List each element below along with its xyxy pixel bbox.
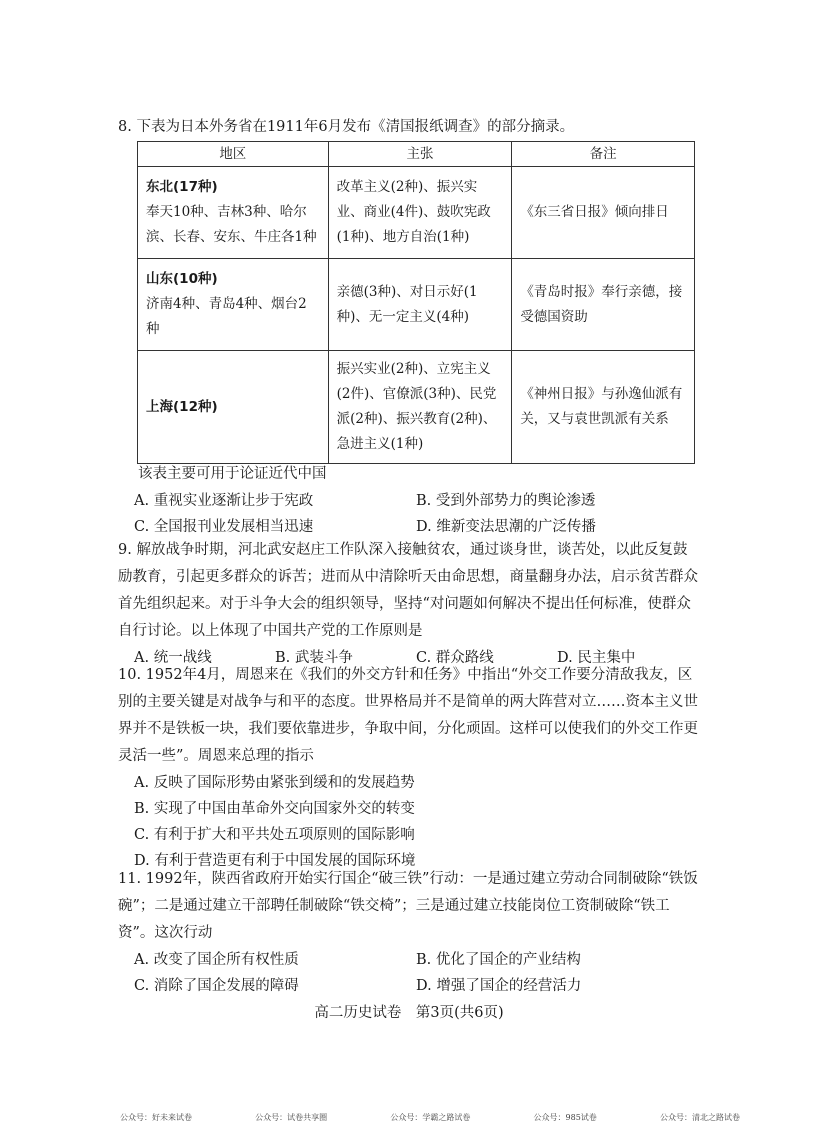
credits-bar bbox=[120, 1112, 740, 1123]
question-8-prompt-block bbox=[118, 461, 698, 540]
header-claims: 主张 bbox=[328, 142, 512, 167]
question-10-stem: 10. 1952年4月，周恩来在《我们的外交方针和任务》中指出“外交工作要分清敌我友，区别的主要关键是对战争与和平的态度。世界格局并不是简单的两大阵营对立……资本主义世界并不是铁板一块，我们要依靠进步，争取中间，分化顽固。这样可以使我们的外交工作更灵活一些”。周恩来总理的指示 bbox=[118, 667, 698, 764]
question-10 bbox=[118, 662, 698, 874]
table-header-row bbox=[138, 142, 695, 167]
question-8-stem: 8. 下表为日本外务省在1911年6月发布《清国报纸调查》的部分摘录。 bbox=[118, 119, 575, 135]
option-b[interactable]: B. 实现了中国由革命外交向国家外交的转变 bbox=[134, 801, 415, 817]
option-a[interactable]: A. 重视实业逐渐让步于宪政 bbox=[134, 493, 314, 509]
option-a[interactable]: A. 改变了国企所有权性质 bbox=[134, 952, 299, 968]
question-9-stem: 9. 解放战争时期，河北武安赵庄工作队深入接触贫农，通过谈身世，谈苦处，以此反复鼓励教育，引起更多群众的诉苦；进而从中清除听天由命思想，商量翻身办法，启示贫苦群众首先组织起来。对于斗争大会的组织领导，坚持“对问题如何解决不提出任何标准，使群众自行讨论。以上体现了中国共产党的工作原则是 bbox=[118, 542, 698, 639]
option-d[interactable]: D. 增强了国企的经营活力 bbox=[416, 978, 582, 994]
region-name: 东北(17种) bbox=[146, 179, 218, 195]
option-c[interactable]: C. 全国报刊业发展相当迅速 bbox=[134, 519, 314, 535]
option-c[interactable]: C. 群众路线 bbox=[416, 650, 494, 666]
option-b[interactable]: B. 受到外部势力的舆论渗透 bbox=[416, 493, 596, 509]
region-detail: 济南4种、青岛4种、烟台2种 bbox=[146, 296, 307, 337]
question-11-stem: 11. 1992年，陕西省政府开始实行国企“破三铁”行动：一是通过建立劳动合同制破除“铁饭碗”；二是通过建立干部聘任制破除“铁交椅”；三是通过建立技能岗位工资制破除“铁工资”。这次行动 bbox=[118, 871, 698, 941]
question-10-options bbox=[118, 770, 698, 874]
option-c[interactable]: C. 有利于扩大和平共处五项原则的国际影响 bbox=[134, 827, 415, 843]
question-11-options bbox=[118, 947, 698, 999]
option-d[interactable]: D. 有利于营造更有利于中国发展的国际环境 bbox=[134, 853, 416, 869]
credit-item: 公众号：试卷共享圈 bbox=[255, 1113, 328, 1122]
page-footer: 高二历史试卷 第3页(共6页) bbox=[314, 1005, 504, 1021]
claims-cell: 亲德(3种)、对日示好(1种)、无一定主义(4种) bbox=[328, 259, 512, 351]
option-d[interactable]: D. 维新变法思潮的广泛传播 bbox=[416, 519, 596, 535]
table-row bbox=[138, 259, 695, 351]
question-8-prompt: 该表主要可用于论证近代中国 bbox=[138, 466, 327, 482]
newspaper-survey-table bbox=[137, 141, 695, 464]
header-region: 地区 bbox=[138, 142, 329, 167]
table-row bbox=[138, 351, 695, 464]
claims-cell: 改革主义(2种)、振兴实业、商业(4件)、鼓吹宪政(1种)、地方自治(1种) bbox=[328, 167, 512, 259]
credit-item: 公众号：清北之路试卷 bbox=[659, 1113, 740, 1122]
option-b[interactable]: B. 优化了国企的产业结构 bbox=[416, 952, 581, 968]
region-cell bbox=[138, 351, 329, 464]
option-c[interactable]: C. 消除了国企发展的障碍 bbox=[134, 978, 299, 994]
question-9 bbox=[118, 537, 698, 671]
notes-cell: 《神州日报》与孙逸仙派有关，又与袁世凯派有关系 bbox=[512, 351, 695, 464]
region-name: 山东(10种) bbox=[146, 271, 218, 287]
option-a[interactable]: A. 反映了国际形势由紧张到缓和的发展趋势 bbox=[134, 775, 415, 791]
region-cell bbox=[138, 259, 329, 351]
region-name: 上海(12种) bbox=[146, 398, 218, 415]
region-cell bbox=[138, 167, 329, 259]
question-8 bbox=[118, 114, 698, 141]
notes-cell: 《东三省日报》倾向排日 bbox=[512, 167, 695, 259]
credit-item: 公众号：学霸之路试卷 bbox=[390, 1113, 471, 1122]
region-detail: 奉天10种、吉林3种、哈尔滨、长春、安东、牛庄各1种 bbox=[146, 204, 317, 245]
credit-item: 公众号：好未来试卷 bbox=[120, 1113, 192, 1122]
option-b[interactable]: B. 武装斗争 bbox=[275, 650, 353, 666]
option-d[interactable]: D. 民主集中 bbox=[557, 650, 636, 666]
notes-cell: 《青岛时报》奉行亲德，接受德国资助 bbox=[512, 259, 695, 351]
table-row bbox=[138, 167, 695, 259]
header-notes: 备注 bbox=[512, 142, 695, 167]
claims-cell: 振兴实业(2种)、立宪主义(2件)、官僚派(3种)、民党派(2种)、振兴教育(2种)、急进主义(1种) bbox=[328, 351, 512, 464]
question-11 bbox=[118, 866, 698, 999]
credit-item: 公众号：985试卷 bbox=[533, 1113, 597, 1122]
option-a[interactable]: A. 统一战线 bbox=[134, 650, 212, 666]
question-8-options bbox=[118, 488, 698, 540]
